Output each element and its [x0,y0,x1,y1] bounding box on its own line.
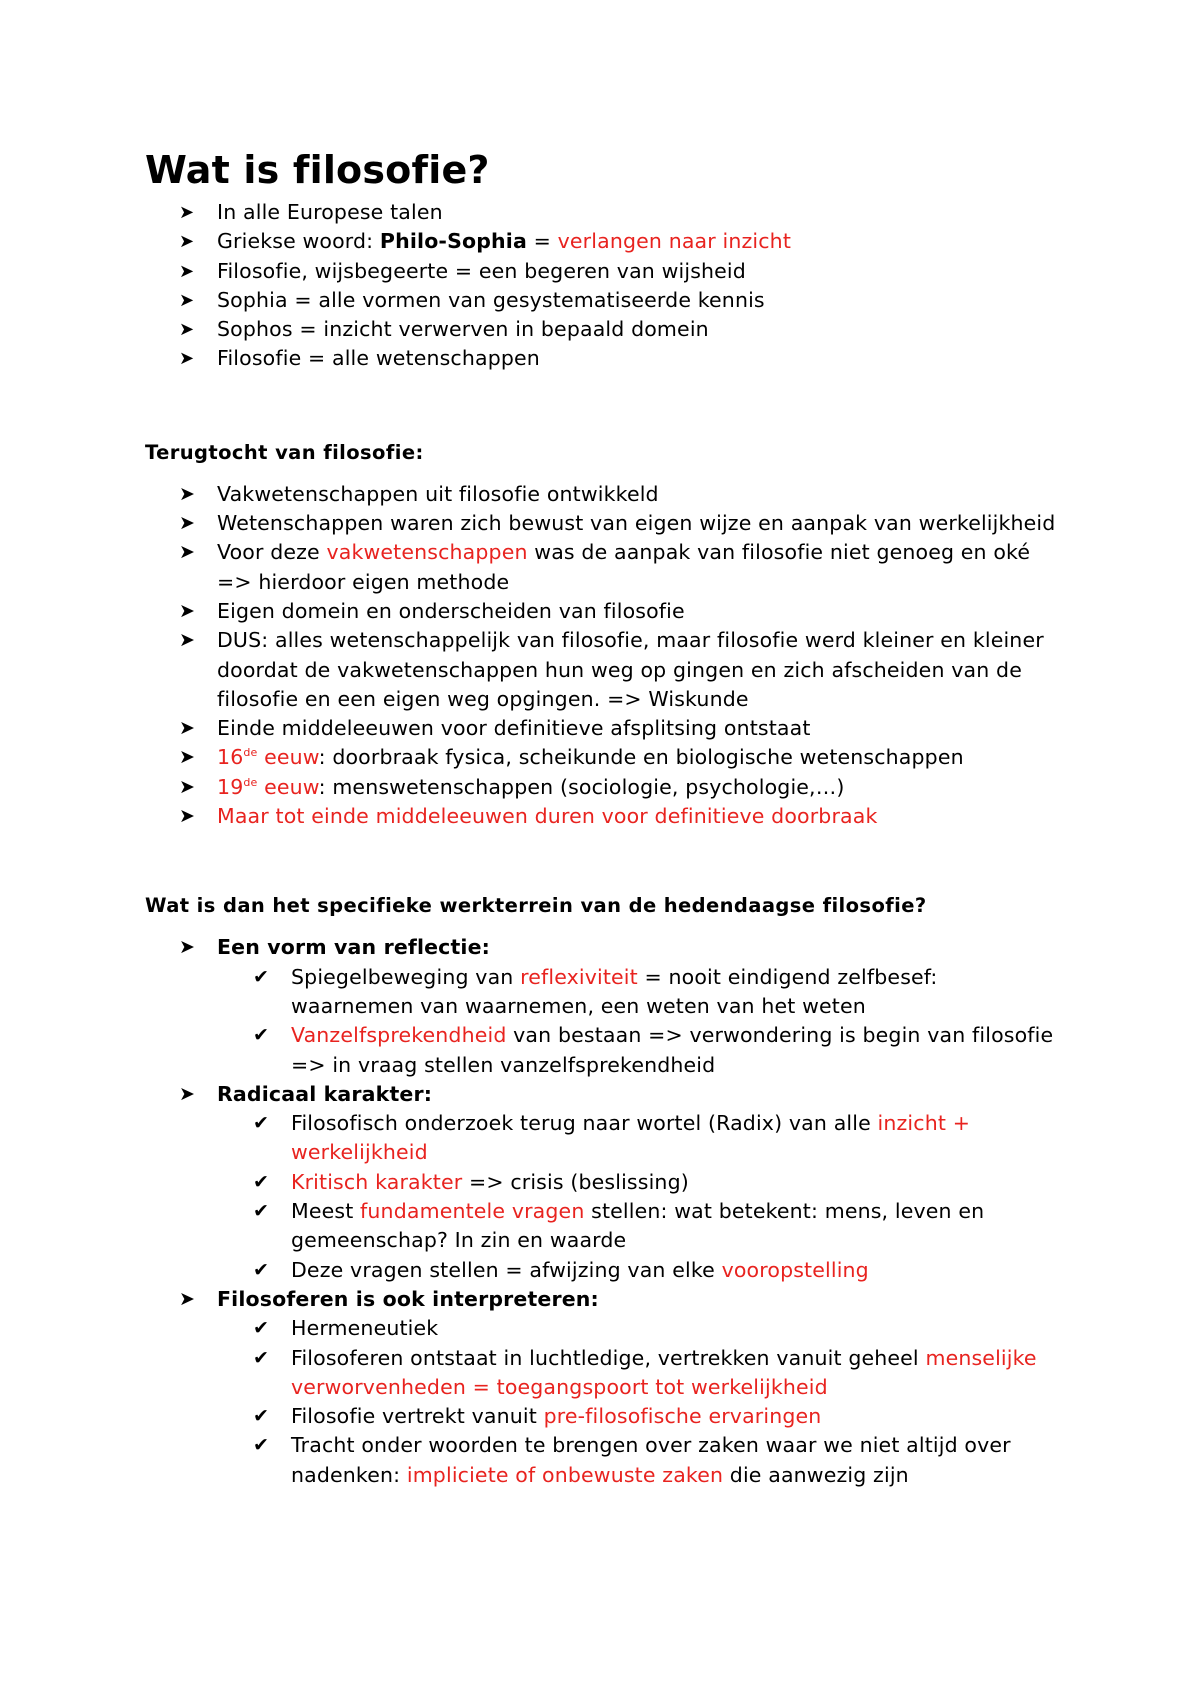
text-run: Sophia = alle vormen van gesystematiseerde kennis [217,287,765,312]
highlighted-term: Vanzelfsprekendheid [291,1023,507,1048]
list-item [145,597,1065,626]
text-run: Griekse woord: [217,229,380,254]
text-run: Tracht onder woorden te brengen over zaken waar we niet altijd over nadenken: [291,1433,1011,1487]
document-content [145,142,1065,1490]
arrowhead-bullet-icon: ➤ [179,775,196,798]
arrowhead-bullet-icon: ➤ [179,1082,196,1105]
checkmark-icon: ✔ [253,1024,270,1047]
checkmark-icon: ✔ [253,1434,270,1457]
highlighted-term: vooropstelling [721,1257,869,1282]
checkmark-icon: ✔ [253,1317,270,1340]
text-run: : doorbraak fysica, scheikunde en biologische wetenschappen [318,745,964,770]
list-item [145,286,1065,315]
text-run: Filosofie, wijsbegeerte = een begeren van wijsheid [217,258,746,283]
group-heading: Een vorm van reflectie: [217,935,491,960]
terugtocht-list [145,480,1065,832]
arrowhead-bullet-icon: ➤ [179,512,196,535]
arrowhead-bullet-icon: ➤ [179,1287,196,1310]
sub-list-item [145,1314,1065,1343]
list-item [145,626,1065,714]
text-run: Wetenschappen waren zich bewust van eigen wijze en aanpak van werkelijkheid [217,511,1056,536]
text-run: : menswetenschappen (sociologie, psychologie,…) [318,774,845,799]
highlighted-term: reflexiviteit [520,964,638,989]
bold-term: Philo-Sophia [379,229,527,254]
highlighted-term: 19 [217,774,244,799]
text-run: Vakwetenschappen uit filosofie ontwikkeld [217,481,659,506]
arrowhead-bullet-icon: ➤ [179,629,196,652]
list-item [145,480,1065,509]
arrowhead-bullet-icon: ➤ [179,599,196,622]
highlighted-term: impliciete of onbewuste zaken [406,1462,724,1487]
checkmark-icon: ✔ [253,1405,270,1428]
werkterrein-list [145,933,1065,1490]
group-heading: Filosoferen is ook interpreteren: [217,1286,599,1311]
list-item [145,538,1065,597]
list-item [145,773,1065,802]
highlighted-term: Maar tot einde middeleeuwen duren voor definitieve doorbraak [217,804,878,829]
intro-list [145,198,1065,374]
highlighted-term: eeuw [257,774,319,799]
sub-list-item [145,1402,1065,1431]
list-item [145,227,1065,256]
arrowhead-bullet-icon: ➤ [179,482,196,505]
list-item [145,714,1065,743]
highlighted-term: verlangen naar inzicht [557,229,792,254]
text-run: Spiegelbeweging van [291,964,521,989]
list-item [145,198,1065,227]
text-run: Meest [291,1199,361,1224]
list-item [145,802,1065,831]
list-item [145,344,1065,373]
text-run: Hermeneutiek [291,1316,439,1341]
text-run: = [526,229,558,254]
highlighted-term: Kritisch karakter [291,1169,463,1194]
arrowhead-bullet-icon: ➤ [179,541,196,564]
checkmark-icon: ✔ [253,1112,270,1135]
highlighted-term: fundamentele vragen [360,1199,585,1224]
section-heading-terugtocht: Terugtocht van filosofie: [145,440,424,464]
arrowhead-bullet-icon: ➤ [179,231,195,253]
sub-list-item [145,1197,1065,1256]
group-item [145,933,1065,962]
list-item [145,509,1065,538]
checkmark-icon: ✔ [253,1346,270,1369]
sub-list-item [145,963,1065,1022]
sub-list-item [145,1168,1065,1197]
checkmark-icon: ✔ [253,1200,270,1223]
list-item [145,743,1065,772]
highlighted-term: eeuw [257,745,319,770]
arrowhead-bullet-icon: ➤ [179,348,195,370]
arrowhead-bullet-icon: ➤ [179,717,196,740]
highlighted-term: 16 [217,745,244,770]
arrowhead-bullet-icon: ➤ [179,289,195,311]
group-item [145,1285,1065,1314]
arrowhead-bullet-icon: ➤ [179,260,195,282]
text-run: Sophos = inzicht verwerven in bepaald domein [217,317,709,342]
text-run: In alle Europese talen [217,200,443,224]
checkmark-icon: ✔ [253,1258,270,1281]
arrowhead-bullet-icon: ➤ [179,202,195,223]
checkmark-icon: ✔ [253,965,270,988]
arrowhead-bullet-icon: ➤ [179,805,196,828]
highlighted-term: inzicht + werkelijkheid [291,1111,971,1165]
arrowhead-bullet-icon: ➤ [179,319,195,341]
sub-list-item [145,1109,1065,1168]
text-run: die aanwezig zijn [723,1462,909,1487]
arrowhead-bullet-icon: ➤ [179,936,196,959]
text-run: => crisis (beslissing) [462,1169,689,1194]
text-run: DUS: alles wetenschappelijk van filosofie, maar filosofie werd kleiner en kleiner doordat de vakwetenschappen hun weg op gingen en zich afscheiden van de filosofie en een eigen weg opgingen. => Wiskunde [217,628,1044,711]
highlighted-term: pre-filosofische ervaringen [543,1404,822,1429]
text-run: Filosofie vertrekt vanuit [291,1404,544,1429]
sub-list-item [145,1431,1065,1490]
arrowhead-bullet-icon: ➤ [179,746,196,769]
checkmark-icon: ✔ [253,1170,270,1193]
ordinal-superscript: de [243,746,258,760]
list-item [145,315,1065,344]
highlighted-term: menselijke verworvenheden = toegangspoort tot werkelijkheid [291,1345,1037,1399]
text-run: = nooit eindigend zelfbesef: waarnemen van waarnemen, een weten van het weten [291,964,938,1018]
group-heading: Radicaal karakter: [217,1081,433,1106]
list-item [145,257,1065,286]
sub-list-item [145,1021,1065,1080]
text-run: Eigen domein en onderscheiden van filosofie [217,598,685,623]
text-run: Filosofisch onderzoek terug naar wortel (Radix) van alle [291,1111,878,1136]
section-heading-werkterrein: Wat is dan het specifieke werkterrein van de hedendaagse filosofie? [145,894,927,918]
highlighted-term: vakwetenschappen [326,540,528,565]
group-item [145,1080,1065,1109]
text-run: Filosofie = alle wetenschappen [217,346,540,371]
text-run: stellen: wat betekent: mens, leven en gemeenschap? In zin en waarde [291,1199,985,1253]
text-run: Einde middeleeuwen voor definitieve afsplitsing ontstaat [217,716,811,741]
text-run: Filosoferen ontstaat in luchtledige, vertrekken vanuit geheel [291,1345,926,1370]
sub-list-item [145,1256,1065,1285]
text-run: Voor deze [217,540,327,565]
page-title: Wat is filosofie? [145,148,490,192]
sub-list-item [145,1344,1065,1403]
ordinal-superscript: de [243,775,258,789]
text-run: Deze vragen stellen = afwijzing van elke [291,1257,722,1282]
text-run: was de aanpak van filosofie niet genoeg en oké => hierdoor eigen methode [217,540,1031,594]
text-run: van bestaan => verwondering is begin van filosofie => in vraag stellen vanzelfsprekendheid [291,1023,1054,1077]
